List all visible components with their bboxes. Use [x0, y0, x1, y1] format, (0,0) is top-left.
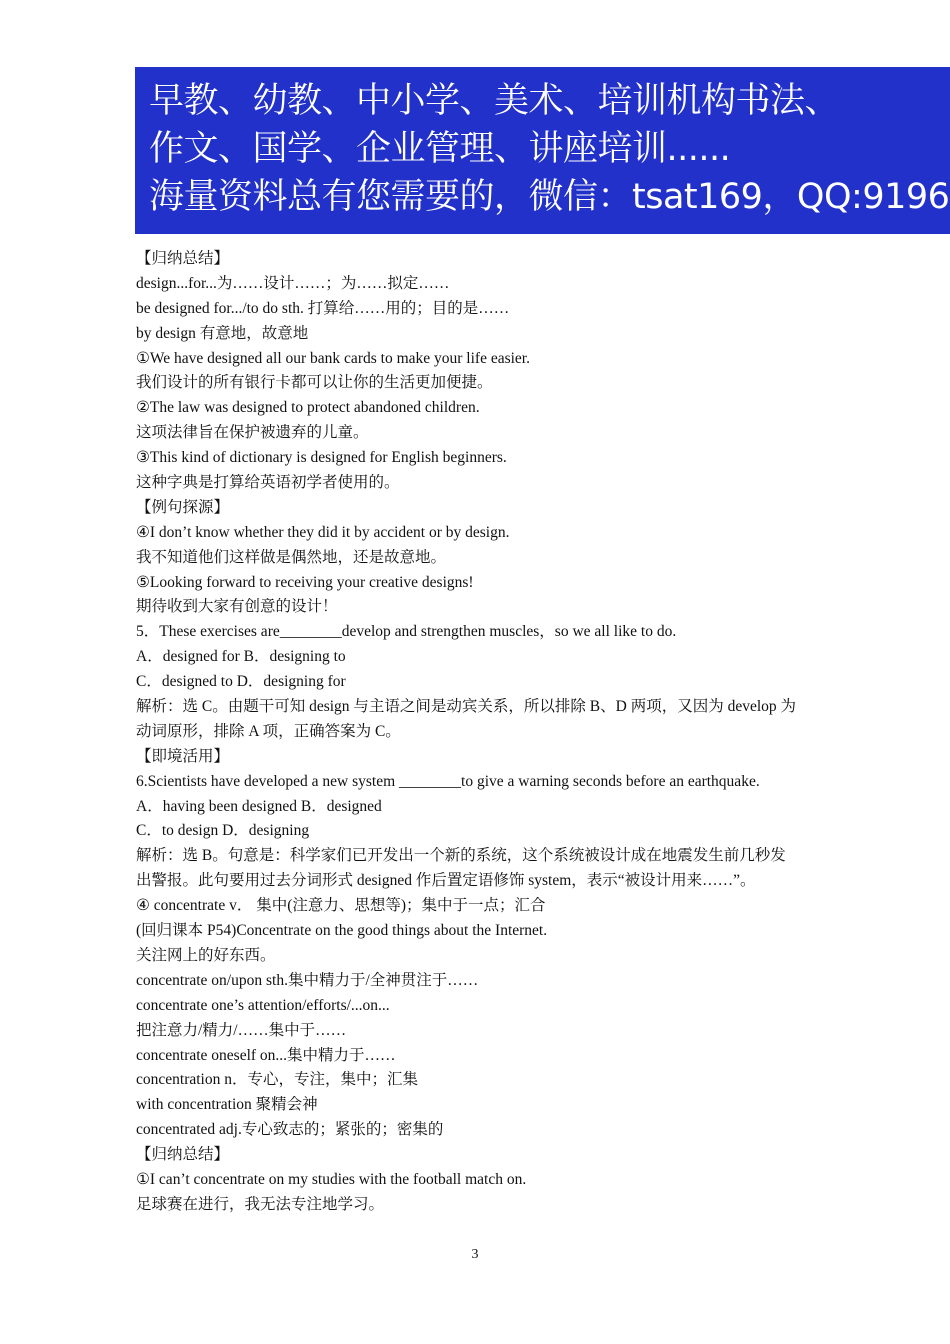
text-line: ②The law was designed to protect abandoned children.: [136, 399, 480, 417]
text-line: 我们设计的所有银行卡都可以让你的生活更加便捷。: [136, 374, 493, 392]
text-line: ③This kind of dictionary is designed for English beginners.: [136, 449, 507, 467]
banner-line: 海量资料总有您需要的，微信：tsat169，QQ:9196: [149, 177, 950, 217]
text-line: 【例句探源】: [136, 498, 230, 516]
text-line: (回归课本 P54)Concentrate on the good things about the Internet.: [136, 922, 548, 940]
text-line: 【归纳总结】: [136, 1146, 230, 1164]
text-line: design...for...为……设计……；为……拟定……: [136, 274, 450, 292]
text-line: 【归纳总结】: [136, 250, 230, 267]
text-line: 解析：选 B。句意是：科学家们已开发出一个新的系统，这个系统被设计成在地震发生前几秒发: [136, 847, 786, 865]
text-line: 动词原形，排除 A 项，正确答案为 C。: [136, 722, 401, 740]
text-line: ⑤Looking forward to receiving your creative designs!: [136, 573, 474, 591]
text-line: concentrated adj.专心致志的；紧张的；密集的: [136, 1121, 444, 1139]
text-line: 【即境活用】: [136, 747, 230, 765]
page-content: [136, 247, 836, 1218]
page-number: 3: [471, 1247, 479, 1262]
text-line: 这项法律旨在保护被遗弃的儿童。: [136, 424, 369, 442]
text-line: ①I can’t concentrate on my studies with the football match on.: [136, 1170, 527, 1188]
ad-banner: [135, 67, 950, 234]
text-line: be designed for.../to do sth. 打算给……用的；目的是……: [136, 299, 510, 317]
text-line: 6.Scientists have developed a new system ________to give a warning seconds before an earthquake.: [136, 772, 760, 790]
text-line: 我不知道他们这样做是偶然地，还是故意地。: [136, 548, 447, 566]
text-line: concentrate oneself on...集中精力于……: [136, 1046, 396, 1064]
text-line: ④ concentrate v． 集中(注意力、思想等)；集中于一点；汇合: [136, 897, 546, 915]
text-line: by design 有意地，故意地: [136, 324, 309, 342]
banner-line: 早教、幼教、中小学、美术、培训机构书法、: [149, 81, 840, 121]
text-line: 期待收到大家有创意的设计！: [136, 598, 338, 616]
text-line: with concentration 聚精会神: [136, 1096, 318, 1114]
text-line: C．to design D．designing: [136, 822, 310, 840]
text-line: 把注意力/精力/……集中于……: [136, 1021, 347, 1039]
text-line: 足球赛在进行，我无法专注地学习。: [136, 1195, 385, 1213]
text-line: 解析：选 C。由题干可知 design 与主语之间是动宾关系，所以排除 B、D 两项，又因为 develop 为: [136, 698, 797, 716]
text-line: concentrate one’s attention/efforts/...on...: [136, 996, 390, 1014]
text-line: C．designed to D．designing for: [136, 673, 346, 691]
text-line: concentrate on/upon sth.集中精力于/全神贯注于……: [136, 971, 479, 989]
text-line: 关注网上的好东西。: [136, 946, 276, 964]
text-line: concentration n．专心，专注，集中；汇集: [136, 1071, 418, 1089]
text-line: A．designed for B．designing to: [136, 648, 346, 666]
banner-line: 作文、国学、企业管理、讲座培训......: [149, 129, 731, 169]
text-line: 5．These exercises are________develop and strengthen muscles，so we all like to do.: [136, 623, 677, 641]
text-line: ④I don’t know whether they did it by accident or by design.: [136, 523, 510, 541]
text-line: 这种字典是打算给英语初学者使用的。: [136, 474, 400, 492]
text-line: ①We have designed all our bank cards to make your life easier.: [136, 349, 530, 367]
text-line: 出警报。此句要用过去分词形式 designed 作后置定语修饰 system，表示“被设计用来……”。: [136, 872, 756, 890]
text-line: A．having been designed B．designed: [136, 797, 382, 815]
